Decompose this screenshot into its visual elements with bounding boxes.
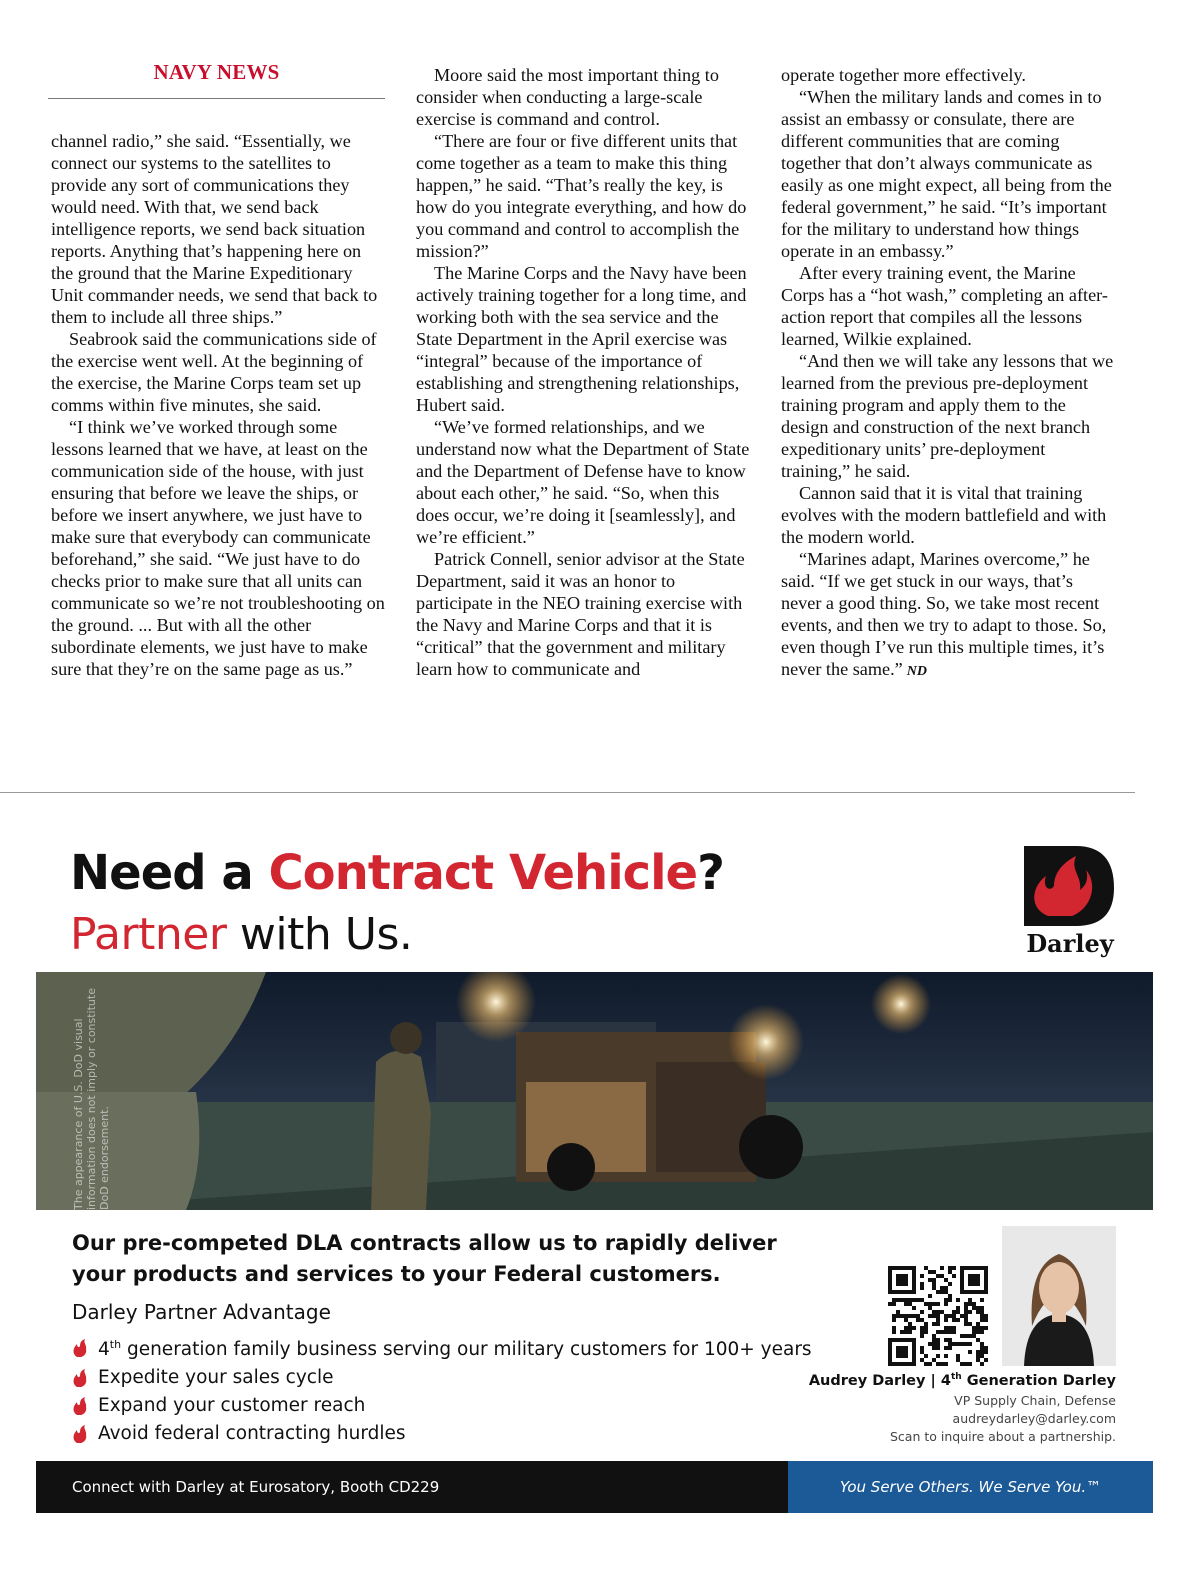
contact-info [809, 1372, 1116, 1446]
article-paragraph: “There are four or five different units that come together as a team to make this thing happen,” he said. “That’s really the key, is how do you integrate everything, and how do you command and control to accomplish the mission?” [416, 131, 747, 261]
photo-disclaimer: The appearance of U.S. DoD visual information does not imply or constitute DoD endorsement. [72, 988, 111, 1210]
article-paragraph: Patrick Connell, senior advisor at the State Department, said it was an honor to participate in the NEO training exercise with the Navy and Marine Corps and that it is “critical” that the government and military learn how to communicate and [416, 549, 745, 679]
article-paragraph [781, 548, 1116, 683]
contact-name-pre: Audrey Darley | 4 [808, 1372, 951, 1389]
qr-code-icon [888, 1266, 988, 1366]
article-paragraph: Seabrook said the communications side of the exercise went well. At the beginning of the exercise, the Marine Corps team set up comms within five minutes, she said. [51, 329, 377, 415]
advantage-text: Expedite your sales cycle [98, 1367, 334, 1389]
contact-email[interactable]: audreydarley@darley.com [952, 1410, 1116, 1426]
advantage-text [98, 1331, 812, 1364]
article-paragraph: “When the military lands and comes in to assist an embassy or consulate, there are different communities that are coming together that don’t always communicate as easily as one might expect, all being from the federal government,” he said. “It’s important for the military to understand how things operate in an embassy.” [781, 87, 1112, 261]
headline-part1: Need a [70, 845, 269, 901]
ad-headline [70, 838, 724, 908]
advantage-text: Expand your customer reach [98, 1395, 366, 1417]
article-last-paragraph: “Marines adapt, Marines overcome,” he said. “If we get stuck in our ways, that’s never a good thing. So, we take most recent events, and then we try to adapt to those. So, even though I’ve run this multiple times, it’s never the same.” [781, 549, 1107, 679]
ad-subheadline [70, 905, 412, 965]
ad-photo [36, 972, 1153, 1210]
article-paragraph: channel radio,” she said. “Essentially, we connect our systems to the satellites to provide any sort of communications they would need. With that, we send back intelligence reports, we send back situation reports. Anything that’s happening here on the ground that the Marine Expeditionary Unit commander needs, we send that back to them to include all three ships.” [51, 131, 378, 327]
subheadline-highlight: Partner [70, 909, 227, 960]
footer-booth-banner: Connect with Darley at Eurosatory, Booth CD229 [36, 1461, 788, 1513]
contact-name-sup: th [950, 1372, 962, 1382]
section-divider [48, 98, 385, 99]
flame-icon [72, 1338, 88, 1358]
page-divider [0, 792, 1135, 793]
list-item [72, 1392, 812, 1420]
headline-part2: ? [697, 845, 724, 901]
list-item [72, 1331, 812, 1364]
article-column-1 [51, 130, 386, 775]
advantage-text: Avoid federal contracting hurdles [98, 1423, 406, 1445]
darley-logo-icon [1018, 842, 1122, 962]
qr-code[interactable] [888, 1266, 988, 1366]
subheadline-rest: with Us. [226, 909, 413, 960]
advantage-title: Darley Partner Advantage [72, 1300, 331, 1324]
advantage-text-post: generation family business serving our military customers for 100+ years [121, 1339, 812, 1361]
headline-highlight: Contract Vehicle [268, 845, 698, 901]
person-icon [1002, 1226, 1116, 1366]
list-item [72, 1364, 812, 1392]
logo-wordmark: Darley [1026, 929, 1114, 958]
footer-slogan: You Serve Others. We Serve You.™ [788, 1461, 1153, 1513]
flame-icon [72, 1396, 88, 1416]
advantage-list [72, 1331, 812, 1448]
article-paragraph: Cannon said that it is vital that training evolves with the modern battlefield and with the modern world. [781, 483, 1107, 547]
article-column-3 [781, 64, 1116, 774]
article-paragraph: Moore said the most important thing to consider when conducting a large-scale exercise is command and control. [416, 65, 719, 129]
flame-icon [72, 1424, 88, 1444]
article-column-2 [416, 64, 751, 774]
article-paragraph: “We’ve formed relationships, and we understand now what the Department of State and the Department of Defense have to know about each other,” he said. “So, when this does occur, we’re doing it [seamlessly], and we’re efficient.” [416, 417, 750, 547]
article-paragraph: operate together more effectively. [781, 65, 1026, 85]
article-paragraph: “I think we’ve worked through some lessons learned that we have, at least on the communication side of the house, with just ensuring that before we leave the ships, or before we insert anywhere, we just have to make sure that everybody can communicate beforehand,” she said. “We just have to do checks prior to make sure that all units can communicate so we’re not troubleshooting on the ground. ... But with all the other subordinate elements, we just have to make sure that they’re on the same page as us.” [51, 417, 385, 679]
contact-name [809, 1372, 1116, 1389]
ad-intro: Our pre-competed DLA contracts allow us to rapidly deliver your products and services to your Federal customers. [72, 1231, 777, 1286]
section-header: NAVY NEWS [153, 60, 280, 84]
flame-icon [72, 1368, 88, 1388]
author-signoff: ND [906, 664, 927, 679]
article-paragraph: The Marine Corps and the Navy have been actively training together for a long time, and working both with the sea service and the State Department in the April exercise was “integral” because of the importance of establishing and strengthening relationships, Hubert said. [416, 263, 747, 415]
article-paragraph: “And then we will take any lessons that we learned from the previous pre-deployment training program and apply them to the design and construction of the next branch expeditionary units’ pre-deployment training,” he said. [781, 351, 1114, 481]
advantage-text-pre: 4 [98, 1339, 110, 1361]
contact-name-post: Generation Darley [961, 1372, 1116, 1389]
contact-cta: Scan to inquire about a partnership. [889, 1428, 1116, 1444]
list-item [72, 1420, 812, 1448]
darley-logo [1018, 842, 1122, 962]
contact-portrait [1002, 1226, 1116, 1366]
article-paragraph: After every training event, the Marine Corps has a “hot wash,” completing an after-action report that compiles all the lessons learned, Wilkie explained. [781, 263, 1108, 349]
advantage-text-sup: th [109, 1338, 122, 1351]
contact-title: VP Supply Chain, Defense [954, 1392, 1116, 1408]
